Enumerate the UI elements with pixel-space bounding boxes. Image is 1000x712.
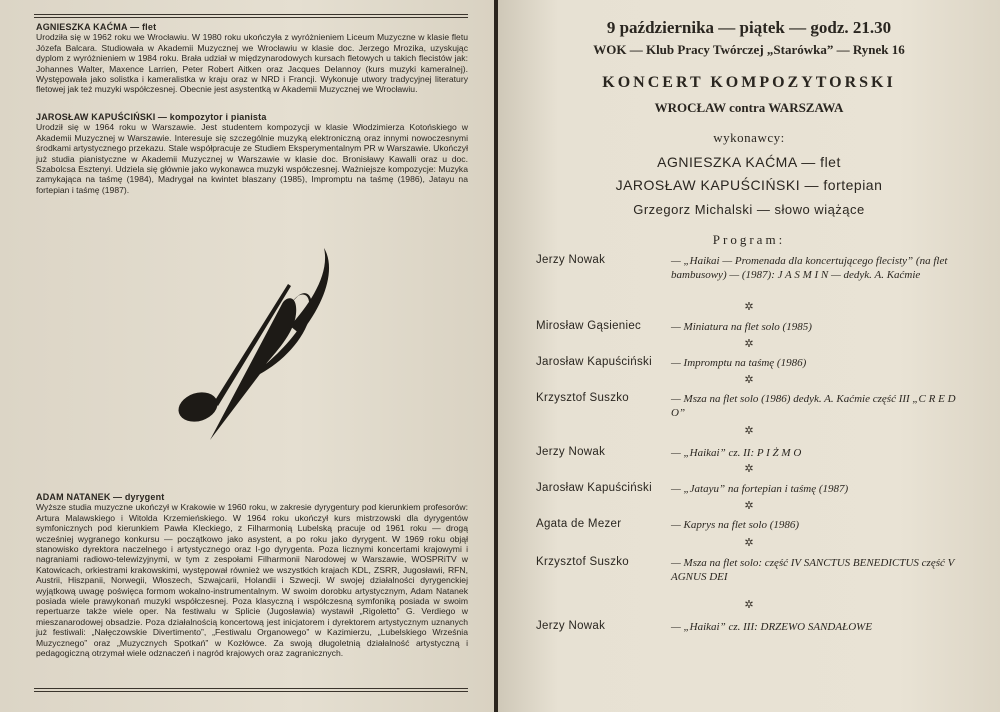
composer-name: Jerzy Nowak <box>536 254 606 266</box>
star-separator-icon: ✲ <box>744 425 754 437</box>
program-label: Program: <box>712 232 786 247</box>
bio-name: JAROSŁAW KAPUŚCIŃSKI <box>36 112 156 122</box>
composer-name: Mirosław Gąsieniec <box>536 320 642 332</box>
composer-name: Krzysztof Suszko <box>536 392 629 404</box>
performer-line: AGNIESZKA KAĆMA — flet <box>657 154 841 170</box>
star-separator-icon: ✲ <box>744 338 754 350</box>
bottom-rule <box>34 688 468 692</box>
bio-text: Urodziła się w 1962 roku we Wrocławiu. W 1980 roku ukończyła z wyróżnieniem Liceum Muzyczne w klasie fletu Józefa Balcara. Studiowała w Akademii Muzycznej we Wrocławiu w klasie doc. Jerzego Mrozika, uzyskując dyplom z wyróżnieniem w 1984 roku. Brała udział w międzynarodowych kursach fletowych u takich flecistów jak: Johannes Walter, Maxence Larrien, Peter Robert Aitken oraz Jacques Delannoy (kurs muzyki kameralnej). Występowała jako solistka i kameralistka w kraju oraz w NRD i Francji. Wykonuje utwory tradycyjnej literatury fletowej jak też muzyki współczesnej. Obecnie jest asystentką w Akademii Muzycznej we Wrocławiu. <box>36 32 468 95</box>
bio-role: — dyrygent <box>112 492 165 502</box>
work-title: — „Haikai” cz. III: DRZEWO SANDAŁOWE <box>671 621 873 633</box>
concert-title: KONCERT KOMPOZYTORSKI <box>602 74 896 91</box>
bio-name: ADAM NATANEK <box>36 492 111 502</box>
work-title: — Kaprys na flet solo (1986) <box>671 519 800 531</box>
work-title: — Msza na flet solo: część IV SANCTUS BENEDICTUS część V AGNUS DEI <box>671 557 955 583</box>
composer-name: Jerzy Nowak <box>536 446 606 458</box>
composer-name: Jerzy Nowak <box>536 620 606 632</box>
music-note-logo <box>170 244 340 444</box>
bio-name: AGNIESZKA KAĆMA <box>36 22 128 32</box>
star-separator-icon: ✲ <box>744 599 754 611</box>
work-title: — Msza na flet solo (1986) dedyk. A. Kaćmie część III „C R E D O” <box>671 393 956 419</box>
composer-name: Jarosław Kapuściński <box>536 356 652 368</box>
star-separator-icon: ✲ <box>744 537 754 549</box>
star-separator-icon: ✲ <box>744 374 754 386</box>
concert-venue: WOK — Klub Pracy Twórczej „Starówka” — Rynek 16 <box>593 42 905 57</box>
star-separator-icon: ✲ <box>744 500 754 512</box>
star-separator-icon: ✲ <box>744 301 754 313</box>
bio-kacma <box>36 22 468 95</box>
right-page <box>498 0 1000 712</box>
work-title: — „Haikai” cz. II: P I Ż M O <box>671 447 802 459</box>
bio-role: — kompozytor i pianista <box>157 112 267 122</box>
work-title: — „Jatayu” na fortepian i taśmę (1987) <box>671 483 849 495</box>
composer-name: Krzysztof Suszko <box>536 556 629 568</box>
composer-name: Jarosław Kapuściński <box>536 482 652 494</box>
star-separator-icon: ✲ <box>744 463 754 475</box>
performers-label: wykonawcy: <box>713 130 785 145</box>
bio-natanek <box>36 492 468 659</box>
top-rule <box>34 14 468 18</box>
bio-text: Urodził się w 1964 roku w Warszawie. Jest studentem kompozycji w klasie Włodzimierza Kotońskiego w Akademii Muzycznej w Warszawie. Interesuje się szczególnie muzyką elektroniczną oraz innymi nowoczesnymi środkami artystycznego przekazu. Stale współpracuje ze Studiem Eksperymentalnym PR w Warszawie. Ukończył już studia pianistyczne w Akademii Muzycznej w Warszawie w klasie doc. Bronisławy Kawalli oraz u doc. Szabolcsa Esztenyi. Udziela się głównie jako wykonawca muzyki współczesnej. Ważniejsze kompozycje: Muzyka zamykająca na taśmę (1984), Madrygał na kwintet blaszany (1985), Impromptu na taśmę (1986), Jatayu na fortepian i taśmę (1987). <box>36 122 468 195</box>
concert-subtitle: WROCŁAW contra WARSZAWA <box>654 100 844 115</box>
bio-kapuscinski <box>36 112 468 195</box>
bio-role: — flet <box>130 22 157 32</box>
composer-name: Agata de Mezer <box>536 518 622 530</box>
performer-line: JAROSŁAW KAPUŚCIŃSKI — fortepian <box>615 177 883 193</box>
performer-line: Grzegorz Michalski — słowo wiążące <box>633 202 865 217</box>
work-title: — Miniatura na flet solo (1985) <box>671 321 812 333</box>
concert-date: 9 października — piątek — godz. 21.30 <box>606 18 892 37</box>
bio-text: Wyższe studia muzyczne ukończył w Krakowie w 1960 roku, w zakresie dyrygentury pod kierunkiem profesorów: Artura Malawskiego i Witolda Krzemieńskiego. W 1964 roku ukończył kurs mistrzowski dla dyrygentów symfonicznych pod kierunkiem Pawła Kleckiego, z Filharmonią Lubelską pracuje od 1961 roku — drogą wcześniej wygranego konkursu — początkowo jako asystent, a po roku jako dyrygent. W 1969 roku objął stanowisko dyrektora naczelnego i artystycznego oraz I-go dyrygenta. Poza licznymi koncertami krajowymi i nagraniami radiowo-telewizyjnymi, w tym z zespołami Filharmonii Narodowej w Warszawie, WOSPRiTV w Katowicach, orkiestrami krakowskimi, występował również we wszystkich krajach KDL, ZSRR, Jugosławii, RFN, Austrii, Hiszpanii, Norwegii, Włoszech, Szwajcarii, Holandii i Szwecji. W swojej działalności dyrygenckiej wyjątkową uwagę poświęca formom wokalno-instrumentalnym. W swoim dorobku artystycznym, Adam Natanek posiada wiele prawykonań muzyki współczesnej. Poza klasyczną i współczesną symfoniką posiada w swoim repertuarze także wiele oper. Na festiwalu w Splicie (Jugosławia) wystawił „Rigoletto” G. Verdiego w mieszanarodowej obsadzie. Poza działalnością koncertową jest inicjatorem i dyrektorem artystycznym uznanych już festiwali: „Nałęczowskie Divertimento”, „Festiwalu Organowego” w Kazimierzu, „Lubelskiego Września Muzycznego” oraz „Muzycznych Spotkań” w Kozłówce. Za swoją długoletnią działalność artystyczną i pedagogiczną otrzymał wiele odznaczeń i nagród krajowych oraz zagranicznych. <box>36 502 468 659</box>
work-title: — „Haikai — Promenada dla koncertującego flecisty” (na flet bambusowy) — (1987): J A S M I N — dedyk. A. Kaćmie <box>671 255 948 281</box>
work-title: — Impromptu na taśmę (1986) <box>671 357 807 369</box>
left-page <box>0 0 494 712</box>
